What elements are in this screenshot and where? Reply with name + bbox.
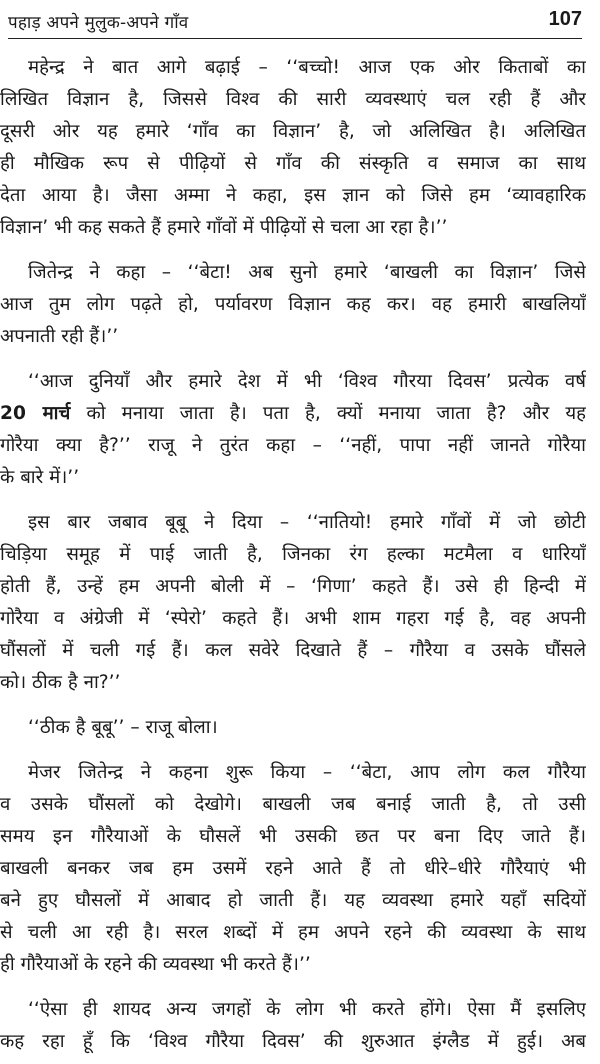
paragraph <box>0 507 586 699</box>
text-line: व उसके घौंसलों को देखोगे। बाखली जब बनाई जाती है, तो उसी <box>0 794 586 815</box>
paragraph <box>0 257 586 353</box>
text-line-rest: को मनाया जाता है। पता है, क्यों मनाया जाता है? और यह <box>86 403 586 424</box>
text-line: ‘‘ऐसा ही शायद अन्य जगहों के लोग भी करते होंगे। ऐसा मैं इसलिए <box>28 999 586 1020</box>
paragraph <box>0 52 586 244</box>
text-line: लिखित विज्ञान है, जिससे विश्व की सारी व्यवस्थाएं चल रही हैं और <box>0 89 586 110</box>
text-line: घौंसलों में चली गई हैं। कल सवेरे दिखाते हैं – गौरैया व उसके घौंसले <box>0 640 586 661</box>
text-line: को। ठीक है ना?’’ <box>0 672 121 693</box>
paragraph <box>0 994 586 1058</box>
running-title: पहाड़ अपने मुलुक-अपने गाँव <box>8 13 189 33</box>
text-line <box>0 398 586 430</box>
body-text <box>0 52 586 1064</box>
text-line: इस बार जबाव बूबू ने दिया – ‘‘नातियो! हमारे गाँवों में जो छोटी <box>28 512 586 533</box>
text-line: के बारे में।’’ <box>0 467 80 488</box>
text-line: आज तुम लोग पढ़ते हो, पर्यावरण विज्ञान कह कर। वह हमारी बाखलियाँ <box>0 294 586 315</box>
text-line: दूसरी ओर यह हमारे ‘गाँव का विज्ञान’ है, जो अलिखित है। अलिखित <box>0 121 586 142</box>
text-line: चिड़िया समूह में पाई जाती है, जिनका रंग हल्का मटमैला व धारियाँ <box>0 544 586 565</box>
text-line: गोरैया क्या है?’’ राजू ने तुरंत कहा – ‘‘नहीं, पापा नहीं जानते गोरैया <box>0 435 586 456</box>
bold-date: 20 मार्च <box>0 403 71 424</box>
text-line: होती हैं, उन्हें हम अपनी बोली में – ‘गिणा’ कहते हैं। उसे ही हिन्दी में <box>0 576 586 597</box>
paragraph <box>0 757 586 981</box>
text-line: महेन्द्र ने बात आगे बढ़ाई – ‘‘बच्चो! आज एक ओर किताबों का <box>28 57 586 78</box>
page-number: 107 <box>548 8 582 30</box>
text-line: समय इन गौरैयाओं के घौसलें भी उसकी छत पर बना दिए जाते हैं। <box>0 826 586 847</box>
text-line: ही गौरैयाओं के रहने की व्यवस्था भी करते हैं।’’ <box>0 954 311 975</box>
text-line: ‘‘आज दुनियाँ और हमारे देश में भी ‘विश्व गौरया दिवस’ प्रत्येक वर्ष <box>28 371 586 392</box>
text-line: कह रहा हूँ कि ‘विश्व गौरैया दिवस’ की शुरुआत इंग्लैड में हुई। अब <box>0 1031 586 1052</box>
text-line: से चली आ रही है। सरल शब्दों में हम अपने रहने की व्यवस्था के साथ <box>0 922 586 943</box>
text-line: गोरैया व अंग्रेजी में ‘स्पेरो’ कहते हैं। अभी शाम गहरा गई है, वह अपनी <box>0 608 586 629</box>
text-line: ‘‘ठीक है बूबू’’ – राजू बोला। <box>28 717 218 738</box>
text-line: बाखली बनकर जब हम उसमें रहने आते हैं तो धीरे–धीरे गौरैयाएं भी <box>0 858 586 879</box>
text-line: देता आया है। जैसा अम्मा ने कहा, इस ज्ञान को जिसे हम ‘व्यावहारिक <box>0 185 586 206</box>
text-line: ही मौखिक रूप से पीढ़ियों से गाँव की संस्कृति व समाज का साथ <box>0 153 586 174</box>
paragraph <box>0 366 586 494</box>
text-line: अपनाती रही हैं।’’ <box>0 326 119 347</box>
text-line: जितेन्द्र ने कहा – ‘‘बेटा! अब सुनो हमारे ‘बाखली का विज्ञान’ जिसे <box>28 262 586 283</box>
running-header <box>8 8 582 39</box>
text-line: मेजर जितेन्द्र ने कहना शुरू किया – ‘‘बेटा, आप लोग कल गौरैया <box>28 762 586 783</box>
text-line: विज्ञान’ भी कह सकते हैं हमारे गाँवों में पीढ़ियों से चला आ रहा है।’’ <box>0 217 448 238</box>
paragraph <box>0 712 586 744</box>
text-line: बने हुए घौसलों में आबाद हो जाती हैं। यह व्यवस्था हमारे यहाँ सदियों <box>0 890 586 911</box>
